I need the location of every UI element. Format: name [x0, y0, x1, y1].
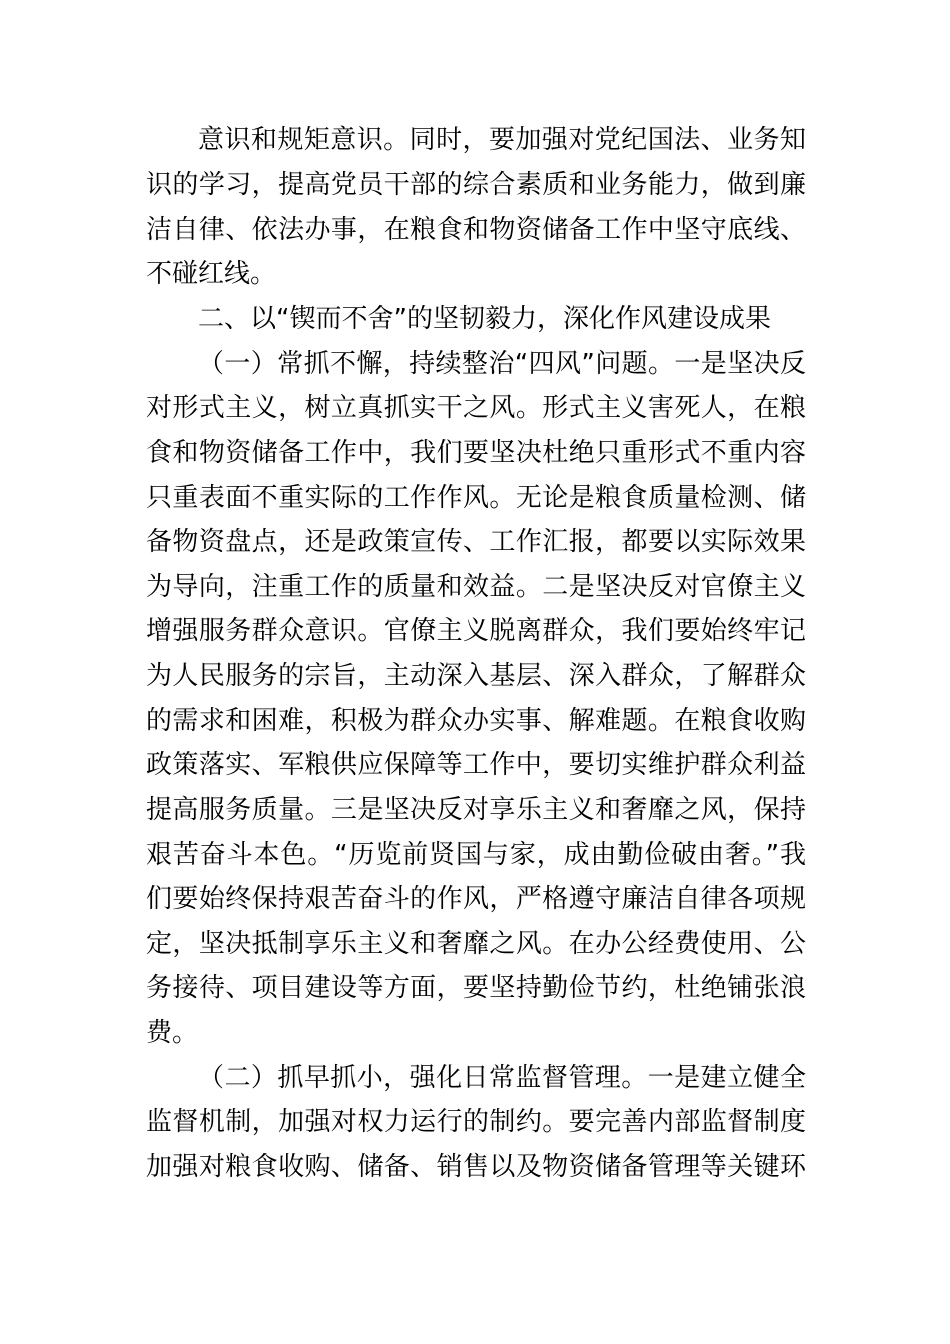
paragraph-line: 食和物资储备工作中，我们要坚决杜绝只重形式不重内容 [146, 438, 806, 468]
paragraph-line: 务接待、项目建设等方面，要坚持勤俭节约，杜绝铺张浪 [146, 973, 806, 1003]
paragraph-line: 艰苦奋斗本色。“历览前贤国与家，成由勤俭破由奢。”我 [146, 840, 806, 870]
paragraph-line: 为导向，注重工作的质量和效益。二是坚决反对官僚主义 [146, 572, 806, 602]
paragraph-line: 增强服务群众意识。官僚主义脱离群众，我们要始终牢记 [146, 616, 806, 646]
paragraph-line: 监督机制，加强对权力运行的制约。要完善内部监督制度 [146, 1107, 806, 1137]
paragraph-line: 加强对粮食收购、储备、销售以及物资储备管理等关键环 [146, 1152, 806, 1182]
paragraph-line: 识的学习，提高党员干部的综合素质和业务能力，做到廉 [146, 170, 806, 200]
paragraph-line: 定，坚决抵制享乐主义和奢靡之风。在办公经费使用、公 [146, 929, 806, 959]
paragraph-line: 洁自律、依法办事，在粮食和物资储备工作中坚守底线、 [146, 215, 806, 245]
paragraph-line: 费。 [146, 1018, 199, 1048]
paragraph-line: 备物资盘点，还是政策宣传、工作汇报，都要以实际效果 [146, 527, 806, 557]
paragraph-line: 只重表面不重实际的工作作风。无论是粮食质量检测、储 [146, 483, 806, 513]
paragraph-line: 为人民服务的宗旨，主动深入基层、深入群众，了解群众 [146, 661, 806, 691]
paragraph-line: 对形式主义，树立真抓实干之风。形式主义害死人，在粮 [146, 393, 806, 423]
paragraph-line: 政策落实、军粮供应保障等工作中，要切实维护群众利益 [146, 750, 806, 780]
paragraph-line: （一）常抓不懈，持续整治“四风”问题。一是坚决反 [198, 349, 806, 379]
paragraph-line: 的需求和困难，积极为群众办实事、解难题。在粮食收购 [146, 706, 806, 736]
paragraph-line: 不碰红线。 [146, 259, 277, 289]
paragraph-line: 们要始终保持艰苦奋斗的作风，严格遵守廉洁自律各项规 [146, 884, 806, 914]
paragraph-line: （二）抓早抓小，强化日常监督管理。一是建立健全 [198, 1063, 806, 1093]
section-heading: 二、以“锲而不舍”的坚韧毅力，深化作风建设成果 [198, 304, 771, 334]
paragraph-line: 提高服务质量。三是坚决反对享乐主义和奢靡之风，保持 [146, 795, 806, 825]
paragraph-line: 意识和规矩意识。同时，要加强对党纪国法、业务知 [198, 125, 806, 155]
